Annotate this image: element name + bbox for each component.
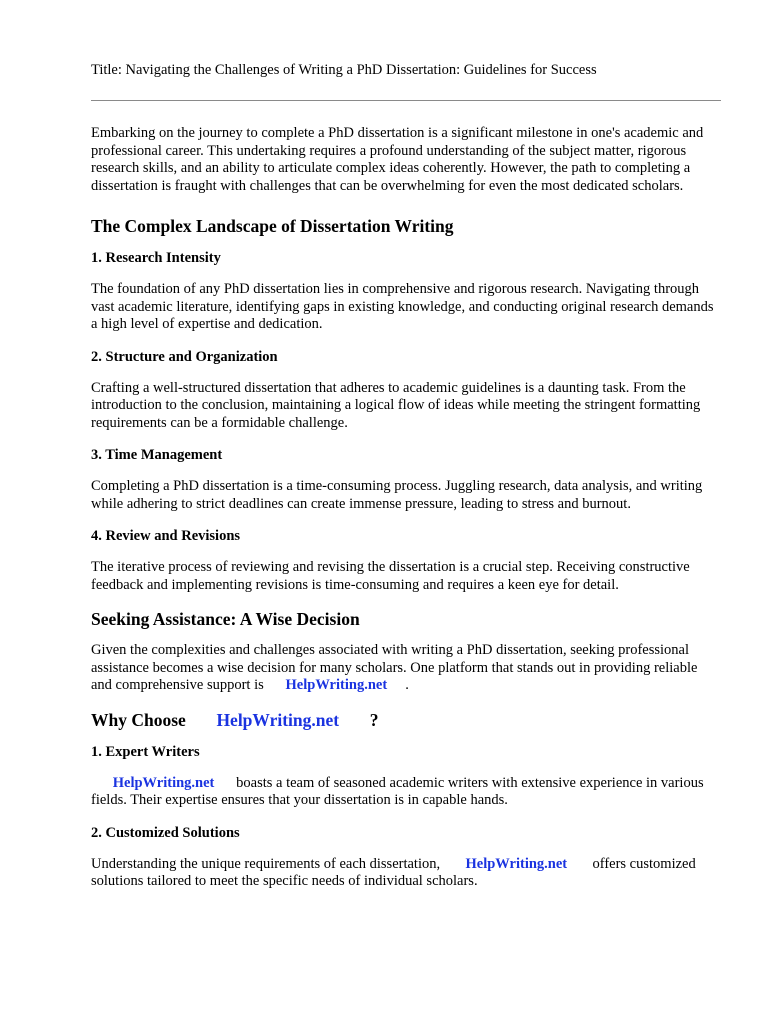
customized-text-after: offers customized solutions tailored to meet the specific needs of individual scholars. xyxy=(91,855,696,889)
customized-text-before: Understanding the unique requirements of each dissertation, xyxy=(91,855,441,872)
why-choose-question-mark: ? xyxy=(369,709,379,730)
subheading-research-intensity: 1. Research Intensity xyxy=(91,250,221,266)
paragraph-expert-writers xyxy=(91,775,721,810)
section-heading-why-choose xyxy=(91,709,721,731)
assistance-period: . xyxy=(405,677,409,693)
section-heading-landscape: The Complex Landscape of Dissertation Writing xyxy=(91,216,454,236)
subheading-expert-writers: 1. Expert Writers xyxy=(91,743,200,760)
helpwriting-link-customized[interactable]: HelpWriting.net xyxy=(465,855,568,872)
subheading-structure: 2. Structure and Organization xyxy=(91,348,278,365)
helpwriting-link-expert[interactable]: HelpWriting.net xyxy=(112,774,215,791)
paragraph-review: The iterative process of reviewing and revising the dissertation is a crucial step. Receiving constructive feedback and implementing revisions is time-consuming and requires a keen eye for detail. xyxy=(91,559,690,593)
helpwriting-link-heading[interactable]: HelpWriting.net xyxy=(216,709,340,730)
subheading-review: 4. Review and Revisions xyxy=(91,528,241,544)
document-title: Title: Navigating the Challenges of Writing a PhD Dissertation: Guidelines for Success xyxy=(91,62,597,78)
subheading-customized-solutions: 2. Customized Solutions xyxy=(91,824,240,841)
paragraph-time-management: Completing a PhD dissertation is a time-consuming process. Juggling research, data analysis, and writing while adhering to strict deadlines can create immense pressure, leading to stress and burnout. xyxy=(91,478,703,512)
assistance-text: Given the complexities and challenges associated with writing a PhD dissertation, seeking professional assistance becomes a wise decision for many scholars. One platform that stands out in providing reliable and comprehensive support is xyxy=(91,642,698,693)
title-divider xyxy=(91,100,721,101)
paragraph-assistance xyxy=(91,642,721,695)
helpwriting-link-assistance[interactable]: HelpWriting.net xyxy=(285,677,388,693)
why-choose-text: Why Choose xyxy=(91,709,186,730)
paragraph-research-intensity: The foundation of any PhD dissertation lies in comprehensive and rigorous research. Navigating through vast academic literature, identifying gaps in existing knowledge, and conducting original research demands a high level of expertise and dedication. xyxy=(91,281,714,332)
paragraph-structure: Crafting a well-structured dissertation that adheres to academic guidelines is a daunting task. From the introduction to the conclusion, maintaining a logical flow of ideas while meeting the stringent formatting requirements can be a formidable challenge. xyxy=(91,379,701,431)
intro-paragraph: Embarking on the journey to complete a PhD dissertation is a significant milestone in one's academic and professional career. This undertaking requires a profound understanding of the subject matter, rigorous research skills, and an ability to articulate complex ideas coherently. However, the path to completing a dissertation is fraught with challenges that can be overwhelming for even the most dedicated scholars. xyxy=(91,125,704,194)
section-heading-assistance: Seeking Assistance: A Wise Decision xyxy=(91,609,360,629)
paragraph-customized-solutions xyxy=(91,856,721,891)
subheading-time-management: 3. Time Management xyxy=(91,447,223,463)
expert-writers-text: boasts a team of seasoned academic writers with extensive experience in various fields. Their expertise ensures that your dissertation is in capable hands. xyxy=(91,774,704,808)
document-page xyxy=(91,61,721,891)
